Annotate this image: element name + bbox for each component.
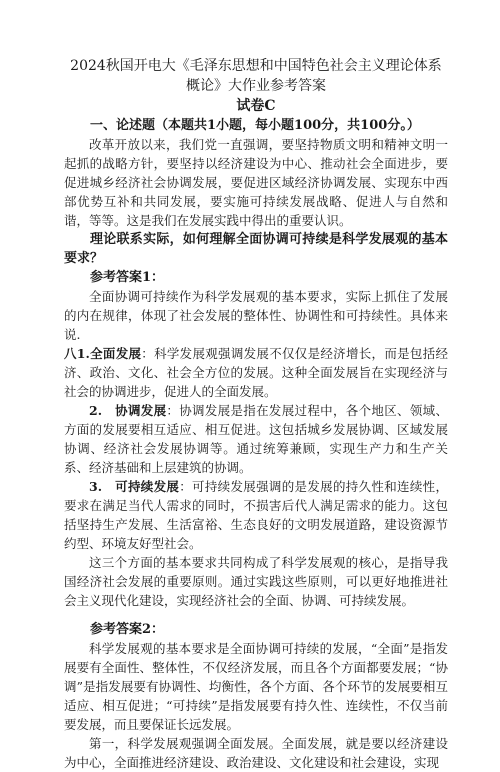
item1-label: 八1.全面发展 (64, 346, 142, 361)
answer2-paragraph2: 第一，科学发展观强调全面发展。全面发展，就是要以经济建设为中心，全面推进经济建设、政治建设、文化建设和社会建设，实现 (64, 736, 448, 770)
answer2-label: 参考答案2： (90, 622, 165, 637)
item3-label: 3. 可持续发展 (89, 479, 180, 494)
answer1-summary: 这三个方面的基本要求共同构成了科学发展观的核心，是指导我国经济社会发展的重要原则。通过实践这些原则，可以更好地推进社会主义现代化建设，实现经济社会的全面、协调、可持续发展。 (64, 555, 448, 608)
item2-text: ：协调发展是指在发展过程中，各个地区、领域、方面的发展要相互适应、相互促进。这包括城乡发展协调、区域发展协调、经济社会发展协调等。通过统筹兼顾，实现生产力和生产关系、经济基础和上层建筑的协调。 (64, 403, 448, 475)
answer2-paragraph1: 科学发展观的基本要求是全面协调可持续的发展，“全面”是指发展要有全面性、整体性，不仅经济发展，而且各个方面都要发展；“协调”是指发展要有协调性、均衡性，各个方面、各个环节的发展要相互适应、相互促进；“可持续”是指发展要有持久性、连续性，不仅当前要发展，而且要保证长远发展。 (64, 641, 448, 732)
spacer (64, 610, 448, 620)
question-intro: 改革开放以来，我们党一直强调，要坚持物质文明和精神文明一起抓的战略方针，要坚持以经济建设为中心、推动社会全面进步，要促进城乡经济社会协调发展，要促进区域经济协调发展、实现东中西部优势互补和共同发展，要实施可持续发展战略、促进人与自然和谐，等等。这是我们在发展实践中得出的重要认识。 (64, 137, 448, 228)
item2-label: 2. 协调发展 (89, 403, 167, 418)
item3-text: ：可持续发展强调的是发展的持久性和连续性，要求在满足当代人需求的同时，不损害后代人满足需求的能力。这包括坚持生产发展、生活富裕、生态良好的文明发展道路，建设资源节约型、环境友好型社会。 (64, 479, 448, 551)
answer1-item3 (64, 477, 448, 553)
section-heading: 一、论述题（本题共1小题，每小题100分，共100分。） (90, 118, 420, 133)
answer1-paragraph: 全面协调可持续作为科学发展观的基本要求，实际上抓住了发展的内在规律，体现了社会发展的整体性、协调性和可持续性。具体来说. (64, 289, 448, 342)
paper-label: 试卷C (236, 98, 276, 114)
item1-text: ：科学发展观强调发展不仅仅是经济增长，而是包括经济、政治、文化、社会全方位的发展。这种全面发展旨在实现经济与社会的协调进步，促进人的全面发展。 (64, 346, 448, 399)
answer1-item1 (64, 344, 448, 401)
question-text: 理论联系实际，如何理解全面协调可持续是科学发展观的基本要求？ (64, 232, 448, 266)
answer1-item2 (64, 401, 448, 477)
answer1-label: 参考答案1： (90, 270, 165, 285)
document-title: 2024秋国开电大《毛泽东思想和中国特色社会主义理论体系概论》大作业参考答案 (70, 58, 442, 94)
